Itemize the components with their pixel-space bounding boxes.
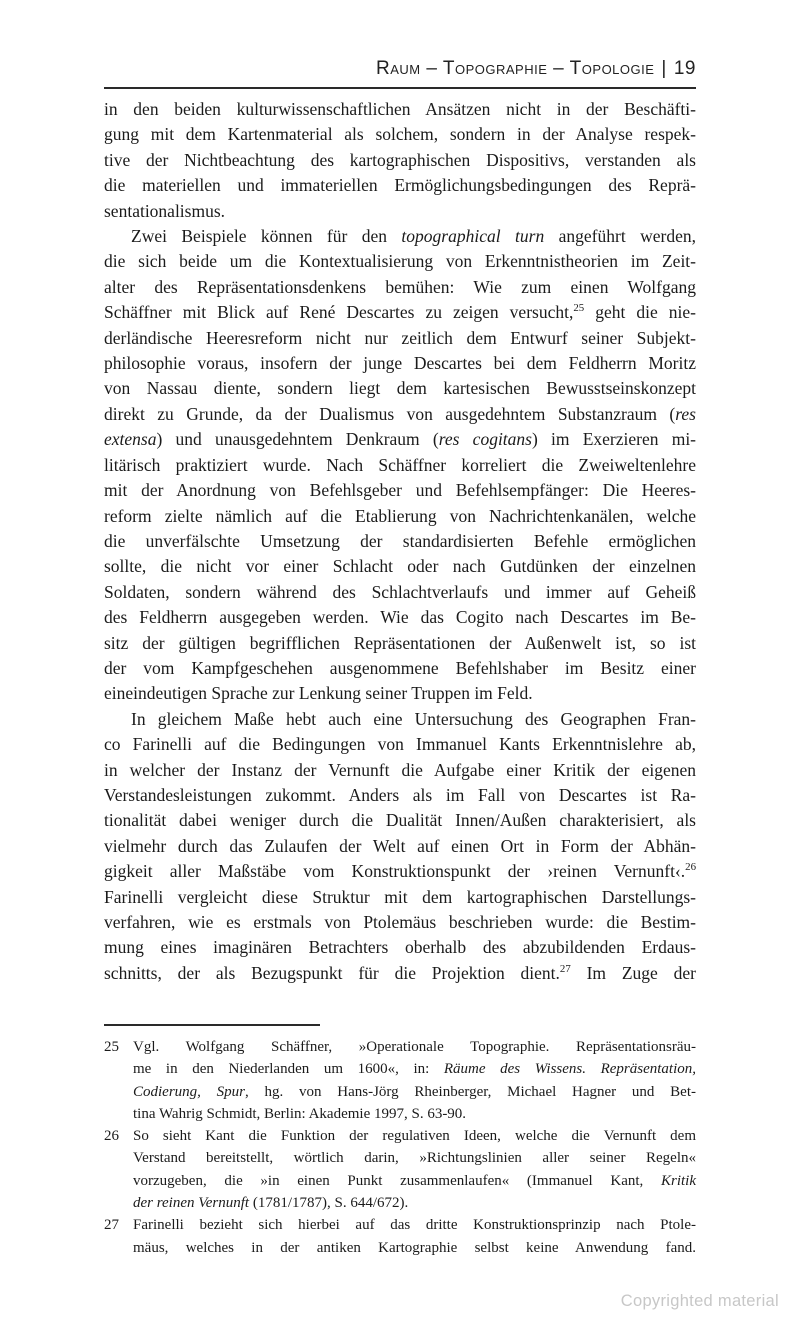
text-line: der reinen Vernunft (1781/1787), S. 644/672). [133,1195,409,1212]
text-line: alter des Repräsentationsdenkens bemühen: Wie zum einen Wolfgang [104,276,696,297]
page-number: 19 [673,58,696,79]
text-line: Vgl. Wolfgang Schäffner, »Operationale Topographie. Repräsentationsräu- [133,1039,696,1055]
text-line: schnitts, der als Bezugspunkt für die Projektion dient.$^{27}$ Im Zuge der [104,962,697,983]
footnote-text [133,1036,696,1125]
footnote-separator-rule [104,1024,320,1026]
text-line: in welcher der Instanz der Vernunft die Aufgabe einer Kritik der eigenen [104,759,696,780]
text-line: tionalität dabei weniger durch die Dualität Innen/Außen charakterisiert, als [104,810,696,831]
text-line: extensa) und unausgedehntem Denkraum (res cogitans) im Exerzieren mi- [104,429,697,450]
text-line: Schäffner mit Blick auf René Descartes zu zeigen versucht,$^{25}$ geht die nie- [104,302,696,323]
text-line: vorzugeben, die »in einen Punkt zusammenlaufen« (Immanuel Kant, Kritik [133,1172,696,1189]
text-line: die materiellen und immateriellen Ermöglichungsbedingungen des Reprä- [104,175,696,196]
text-line: Zwei Beispiele können für den topographical turn angeführt werden, [131,226,696,247]
watermark: Copyrighted material [620,1292,779,1310]
footnote-text [133,1214,696,1259]
footnote-text [133,1125,696,1214]
text-line: die sich beide um die Kontextualisierung von Erkenntnistheorien im Zeit- [104,251,696,272]
text-line: tive der Nichtbeachtung des kartographischen Dispositivs, verstanden als [104,149,696,170]
text-line: sitz der gültigen begrifflichen Repräsentationen der Außenwelt ist, so ist [104,632,696,653]
text-line: co Farinelli auf die Bedingungen von Immanuel Kants Erkenntnislehre ab, [104,734,696,755]
body-text [104,97,696,986]
text-line: des Feldherrn ausgegeben werden. Wie das Cogito nach Descartes im Be- [104,607,696,628]
footnote [104,1036,696,1125]
text-line: tina Wahrig Schmidt, Berlin: Akademie 1997, S. 63-90. [133,1105,467,1122]
text-line: In gleichem Maße hebt auch eine Untersuchung des Geographen Fran- [131,708,696,729]
text-line: gung mit dem Kartenmaterial als solchem, sondern in der Analyse respek- [104,124,696,145]
text-line: vielmehr durch das Zulaufen der Welt auf einen Ort in Form der Abhän- [104,835,696,856]
text-line: von Nassau diente, sondern liegt dem kartesischen Bewusstseinskonzept [104,378,696,399]
text-line: derländische Heeresreform nicht nur zeitlich dem Entwurf seiner Subjekt- [104,327,696,348]
text-line: me in den Niederlanden um 1600«, in: Räume des Wissens. Repräsentation, [133,1061,696,1078]
text-line: mit der Anordnung von Befehlsgeber und Befehlsempfänger: Die Heeres- [104,480,696,501]
text-line: eineindeutigen Sprache zur Lenkung seiner Truppen im Feld. [104,683,533,704]
running-head: Raum – Topographie – Topologie [376,58,655,79]
header-separator: | [661,58,667,79]
text-line: die unverfälschte Umsetzung der standardisierten Befehle ermöglichen [104,530,696,551]
text-line: gigkeit aller Maßstäbe vom Konstruktionspunkt der ›reinen Vernunft‹.$^{26}$ [104,861,696,882]
text-line: sentationalismus. [104,200,226,221]
text-line: mung eines imaginären Betrachters oberhalb des abzubildenden Erdaus- [104,937,696,958]
footnote-number: 26 [104,1128,119,1145]
text-line: litärisch praktiziert wurde. Nach Schäffner korreliert die Zweiweltenlehre [104,454,696,475]
paragraph [104,97,696,224]
text-line: Farinelli vergleicht diese Struktur mit dem kartographischen Darstellungs- [104,886,696,907]
text-line: direkt zu Grunde, da der Dualismus von ausgedehntem Substanzraum (res [104,403,696,424]
paragraph [104,707,696,986]
text-line: mäus, welches in der antiken Kartographie selbst keine Anwendung fand. [133,1239,696,1256]
text-line: Soldaten, sondern während des Schlachtverlaufs und immer auf Geheiß [104,581,696,602]
text-line: verfahren, wie es erstmals von Ptolemäus beschrieben wurde: die Bestim- [104,912,696,932]
paragraph [104,224,696,707]
text-line: So sieht Kant die Funktion der regulativen Ideen, welche die Vernunft dem [133,1128,696,1145]
text-line: Codierung, Spur, hg. von Hans-Jörg Rheinberger, Michael Hagner und Bet- [133,1083,697,1100]
footnotes [104,1036,696,1259]
footnote-number: 25 [104,1039,119,1055]
text-line: Verstandesleistungen zukommt. Anders als im Fall von Descartes ist Ra- [104,784,696,805]
footnote [104,1214,696,1259]
text-line: Farinelli bezieht sich hierbei auf das dritte Konstruktionsprinzip nach Ptole- [133,1217,696,1234]
text-line: sollte, die nicht vor einer Schlacht oder nach Gutdünken der einzelnen [104,556,696,577]
text-line: philosophie voraus, insofern der junge Descartes bei dem Feldherrn Moritz [104,353,696,374]
footnote [104,1125,696,1214]
footnote-number: 27 [104,1217,119,1234]
text-line: in den beiden kulturwissenschaftlichen Ansätzen nicht in der Beschäfti- [104,99,696,119]
page-header [104,58,696,89]
text-line: Verstand bereitstellt, wörtlich darin, »Richtungslinien aller seiner Regeln« [133,1150,696,1167]
text-line: der vom Kampfgeschehen ausgenommene Befehlshaber im Besitz einer [104,657,696,678]
text-line: reform zielte nämlich auf die Etablierung von Nachrichtenkanälen, welche [104,505,696,526]
